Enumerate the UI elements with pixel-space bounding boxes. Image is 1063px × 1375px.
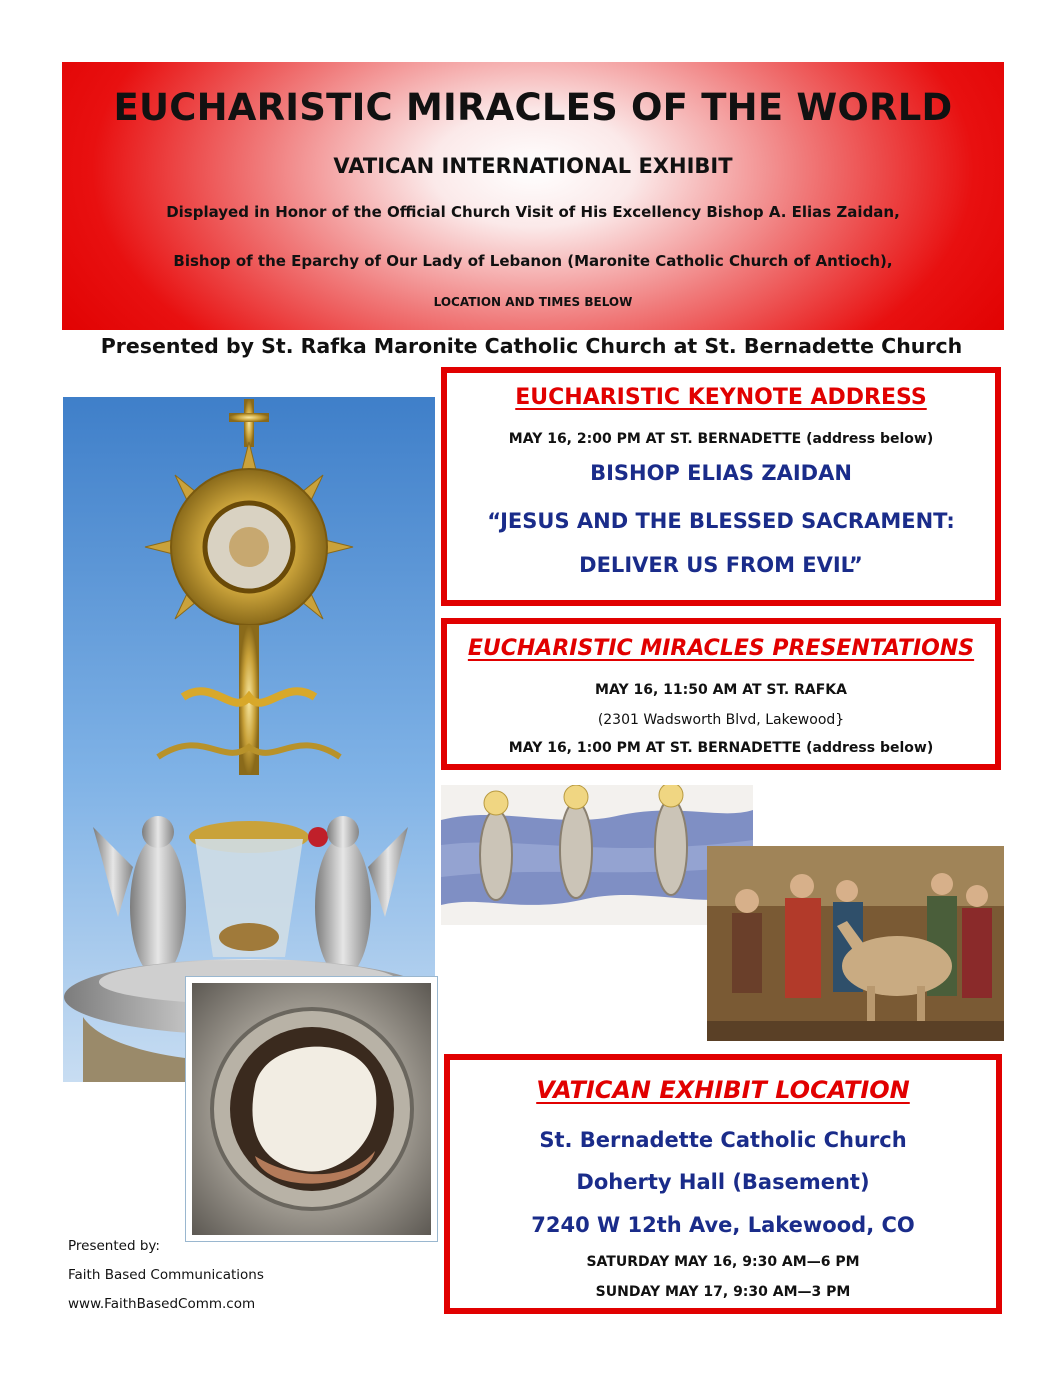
presentations-line-3: MAY 16, 1:00 PM AT ST. BERNADETTE (address below) bbox=[508, 740, 934, 756]
honor-line-2: Bishop of the Eparchy of Our Lady of Lebanon (Maronite Catholic Church of Antioch), bbox=[173, 252, 893, 270]
keynote-talk-line-2: DELIVER US FROM EVIL” bbox=[579, 553, 863, 577]
header-banner bbox=[62, 62, 1004, 330]
exhibit-sunday-hours: SUNDAY MAY 17, 9:30 AM—3 PM bbox=[595, 1284, 851, 1300]
miracle-painting bbox=[707, 846, 1004, 1041]
exhibit-heading: VATICAN EXHIBIT LOCATION bbox=[536, 1076, 910, 1104]
presentations-line-1: MAY 16, 11:50 AM AT ST. RAFKA bbox=[595, 682, 847, 698]
host-relic-photo bbox=[185, 976, 438, 1242]
keynote-box bbox=[441, 367, 1001, 606]
exhibit-saturday-hours: SATURDAY MAY 16, 9:30 AM—6 PM bbox=[586, 1254, 860, 1270]
page-title: EUCHARISTIC MIRACLES OF THE WORLD bbox=[113, 86, 953, 129]
credit-url: www.FaithBasedComm.com bbox=[68, 1296, 256, 1312]
footer-credit bbox=[68, 1232, 264, 1319]
presented-by-line: Presented by St. Rafka Maronite Catholic Church at St. Bernadette Church bbox=[100, 334, 963, 358]
keynote-speaker: BISHOP ELIAS ZAIDAN bbox=[590, 461, 852, 485]
credit-label: Presented by: bbox=[68, 1238, 160, 1254]
presentations-heading: EUCHARISTIC MIRACLES PRESENTATIONS bbox=[467, 636, 975, 661]
exhibit-hall: Doherty Hall (Basement) bbox=[576, 1170, 870, 1194]
keynote-heading: EUCHARISTIC KEYNOTE ADDRESS bbox=[515, 385, 927, 410]
presentations-line-2: (2301 Wadsworth Blvd, Lakewood} bbox=[597, 712, 845, 728]
keynote-time: MAY 16, 2:00 PM AT ST. BERNADETTE (address below) bbox=[508, 431, 934, 447]
exhibit-location-box bbox=[444, 1054, 1002, 1314]
credit-org: Faith Based Communications bbox=[68, 1267, 264, 1283]
presentations-box bbox=[441, 618, 1001, 770]
honor-line-1: Displayed in Honor of the Official Church Visit of His Excellency Bishop A. Elias Zaidan, bbox=[166, 203, 900, 221]
exhibit-church: St. Bernadette Catholic Church bbox=[539, 1128, 907, 1152]
keynote-talk-line-1: “JESUS AND THE BLESSED SACRAMENT: bbox=[487, 509, 955, 533]
page-subtitle: VATICAN INTERNATIONAL EXHIBIT bbox=[333, 154, 733, 178]
location-note: LOCATION AND TIMES BELOW bbox=[433, 295, 633, 309]
exhibit-address: 7240 W 12th Ave, Lakewood, CO bbox=[531, 1213, 915, 1237]
